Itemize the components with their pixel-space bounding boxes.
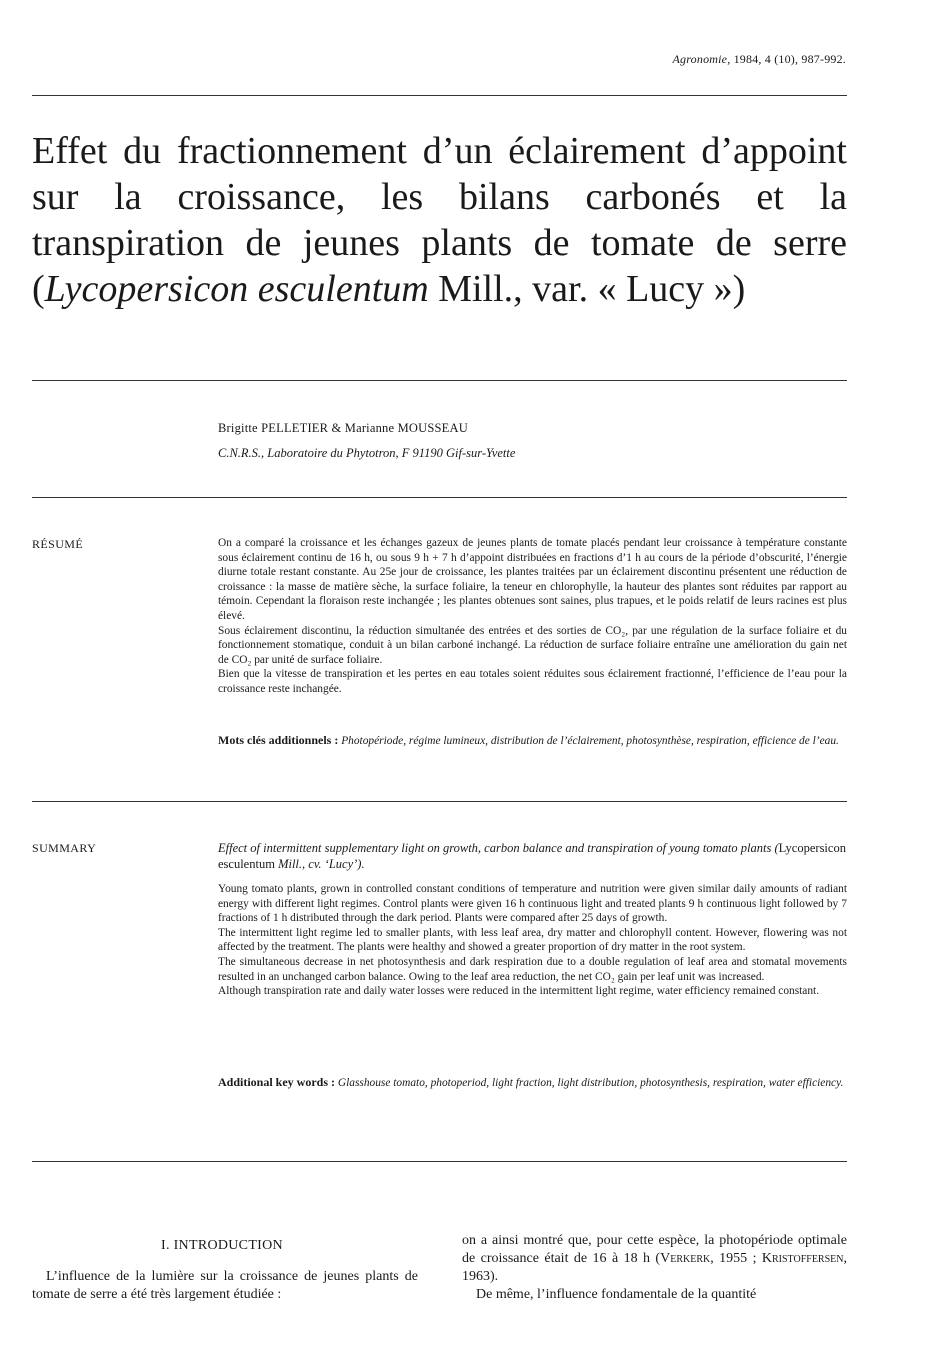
intro-paragraph: De même, l’influence fondamentale de la quantité [476, 1287, 757, 1302]
divider [32, 95, 847, 96]
intro-paragraph: L’influence de la lumière sur la croissance de jeunes plants de tomate de serre a été très largement étudiée : [32, 1269, 418, 1302]
authors: Brigitte PELLETIER & Marianne MOUSSEAU [218, 421, 468, 435]
article-title: Effet du fractionnement d’un éclairement d’appoint sur la croissance, les bilans carbonés et la transpiration de jeunes plants de tomate de serre (Lycopersicon esculentum Mill., var. « Lucy ») [32, 130, 847, 310]
intro-right-column [462, 1232, 847, 1304]
summary-paragraph: Although transpiration rate and daily water losses were reduced in the intermittent light regime, water efficiency remained constant. [218, 985, 820, 998]
divider [32, 1161, 847, 1162]
journal-name: Agronomie, [672, 52, 731, 66]
keywords-list: Photopériode, régime lumineux, distribution de l’éclairement, photosynthèse, respiration, efficience de l’eau. [341, 735, 839, 747]
resume-paragraph: On a comparé la croissance et les échanges gazeux de jeunes plants de tomate placés pendant leur croissance à température constante sous éclairement continu de 16 h, ou sous 9 h + 7 h d’appoint distribuées en fractions d’1 h au cours de la période d’obscurité, l’énergie diurne totale restant constante. Au 25e jour de croissance, les plantes traitées par un éclairement discontinu présentent une réduction de croissance : la masse de matière sèche, la surface foliaire, la teneur en chlorophylle, la hauteur des plantes sont réduites par rapport au témoin. Cependant la floraison reste inchangée ; les plantes obtenues sont saines, plus trapues, et le poids relatif de leurs racines est plus élevé. [218, 537, 847, 622]
resume-keywords [218, 733, 847, 749]
summary-title: Effect of intermittent supplementary light on growth, carbon balance and transpiration of young tomato plants (Lycopersicon esculentum Mill., cv. ‘Lucy’). [218, 841, 846, 871]
keywords-label: Mots clés additionnels : [218, 733, 339, 747]
citation-ref: Verkerk [660, 1251, 711, 1266]
citation-details: 1984, 4 (10), 987-992. [733, 52, 846, 66]
resume-label: RÉSUMÉ [32, 537, 84, 551]
intro-left-column [32, 1268, 418, 1304]
affiliation: C.N.R.S., Laboratoire du Phytotron, F 91190 Gif-sur-Yvette [218, 446, 516, 460]
keywords-label: Additional key words : [218, 1075, 336, 1089]
species-name: Lycopersicon esculentum [44, 268, 429, 310]
summary-paragraph: The intermittent light regime led to smaller plants, with less leaf area, dry matter and chlorophyll content. However, flowering was not affected by the treatment. The plants were healthy and showed a greater proportion of dry matter in the root system. [218, 926, 847, 954]
divider [32, 380, 847, 381]
summary-paragraph: The simultaneous decrease in net photosynthesis and dark respiration due to a double regulation of leaf area and stomatal movements resulted in an unchanged carbon balance. Owing to the leaf area reduction, the net CO₂ gain per leaf unit was increased. [218, 955, 847, 983]
keywords-list: Glasshouse tomato, photoperiod, light fraction, light distribution, photosynthesis, respiration, water efficiency. [337, 1077, 844, 1089]
summary-text [218, 882, 847, 999]
summary-label: SUMMARY [32, 841, 97, 855]
divider [32, 801, 847, 802]
resume-paragraph: Bien que la vitesse de transpiration et les pertes en eau totales soient réduites sous éclairement fractionné, l’efficience de l’eau pour la croissance reste inchangée. [218, 668, 847, 695]
section-heading: I. INTRODUCTION [161, 1238, 283, 1253]
citation-ref: Kristoffersen [761, 1251, 844, 1266]
divider [32, 497, 847, 498]
intro-paragraph: on a ainsi montré que, pour cette espèce, la photopériode optimale de croissance était de 16 à 18 h (Verkerk, 1955 ; Kristoffersen, 1963). [462, 1233, 847, 1284]
summary-keywords [218, 1075, 847, 1091]
summary-paragraph: Young tomato plants, grown in controlled constant conditions of temperature and nutrition were given similar daily amounts of radiant energy with different light regimes. Control plants were given 16 h continuous light and treated plants 9 h continuous light followed by 7 fractions of 1 h distributed through the dark period. Plants were compared after 25 days of growth. [218, 883, 847, 925]
resume-text [218, 536, 847, 697]
resume-paragraph: Sous éclairement discontinu, la réduction simultanée des entrées et des sorties de CO₂, par une régulation de la surface foliaire et du fonctionnement stomatique, conduit à un bilan carboné inchangé. La réduction de surface foliaire entraîne une amélioration du gain net de CO₂ par unité de surface foliaire. [218, 624, 847, 666]
journal-citation [673, 52, 846, 67]
